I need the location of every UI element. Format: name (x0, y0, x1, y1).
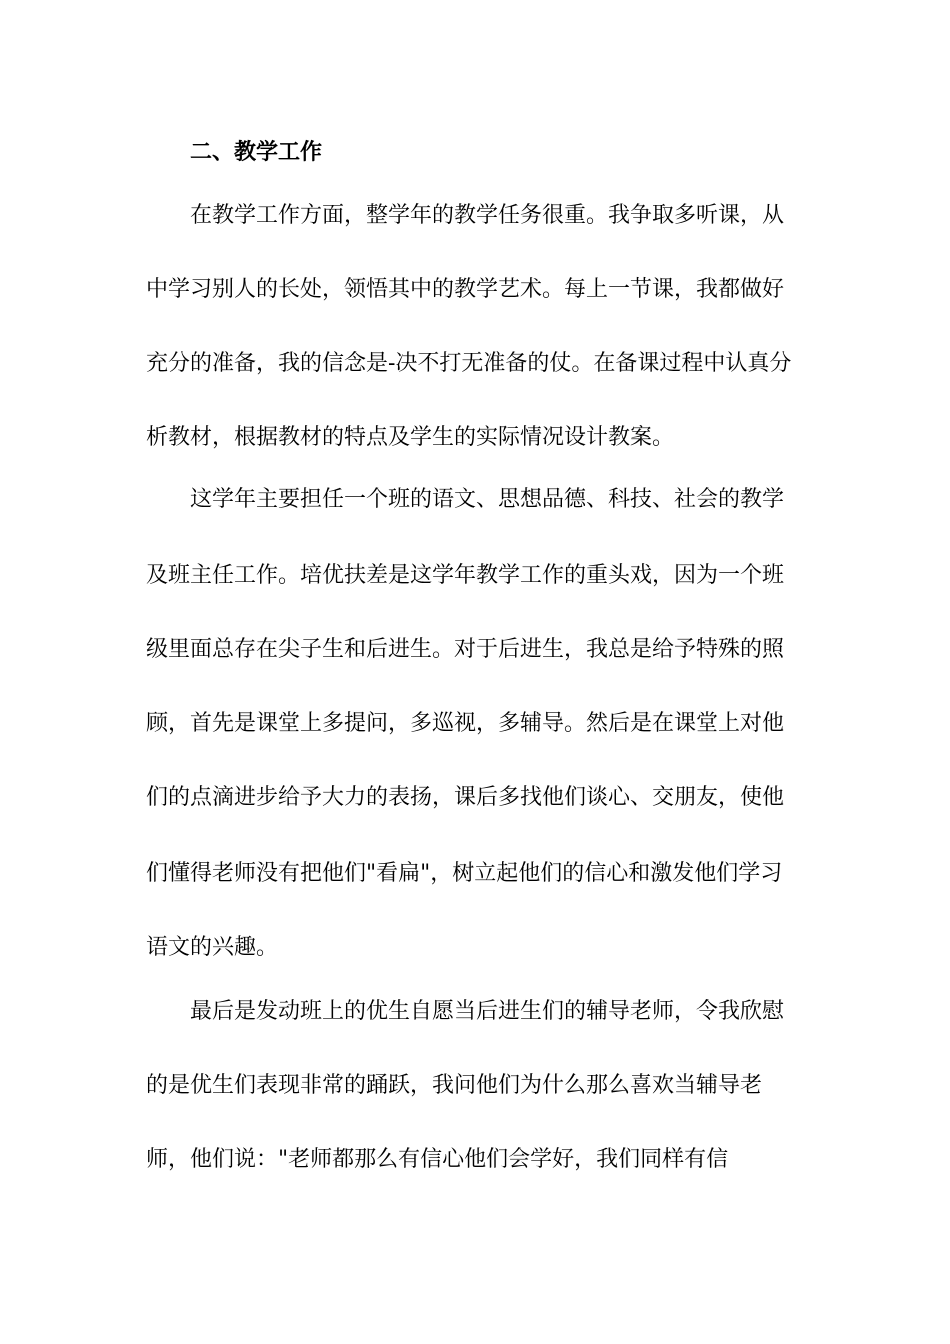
paragraph-line: 级里面总存在尖子生和后进生。对于后进生，我总是给予特殊的照 (146, 637, 785, 662)
paragraph-line: 在教学工作方面，整学年的教学任务很重。我争取多听课，从 (190, 203, 785, 228)
paragraph-line: 语文的兴趣。 (146, 935, 279, 960)
paragraph-line: 最后是发动班上的优生自愿当后进生们的辅导老师，令我欣慰 (190, 999, 785, 1024)
paragraph-line: 的是优生们表现非常的踊跃，我问他们为什么那么喜欢当辅导老 (146, 1073, 763, 1098)
section-heading: 二、教学工作 (190, 139, 323, 165)
paragraph-line: 这学年主要担任一个班的语文、思想品德、科技、社会的教学 (190, 487, 785, 512)
paragraph-line: 中学习别人的长处，领悟其中的教学艺术。每上一节课，我都做好 (146, 277, 785, 302)
paragraph-line: 顾，首先是课堂上多提问，多巡视，多辅导。然后是在课堂上对他 (146, 711, 785, 736)
paragraph-line: 及班主任工作。培优扶差是这学年教学工作的重头戏，因为一个班 (146, 563, 785, 588)
paragraph-line: 师，他们说："老师都那么有信心他们会学好，我们同样有信 (146, 1147, 729, 1172)
paragraph-line: 充分的准备，我的信念是-决不打无准备的仗。在备课过程中认真分 (146, 351, 792, 376)
paragraph-line: 们的点滴进步给予大力的表扬，课后多找他们谈心、交朋友，使他 (146, 785, 785, 810)
paragraph-line: 们懂得老师没有把他们"看扁"，树立起他们的信心和激发他们学习 (146, 861, 783, 886)
paragraph-line: 析教材，根据教材的特点及学生的实际情况设计教案。 (146, 425, 675, 450)
